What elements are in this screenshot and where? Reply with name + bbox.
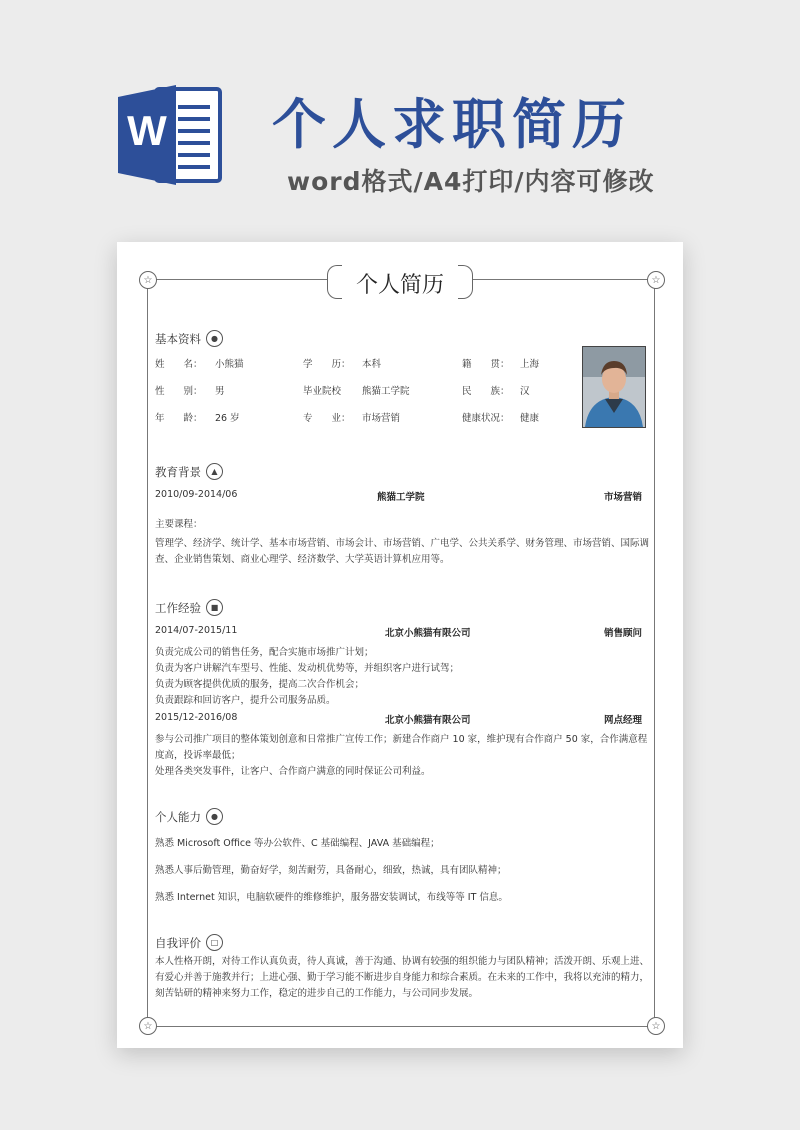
- resume-paper: [117, 242, 683, 1048]
- job-duties: 负责完成公司的销售任务，配合实施市场推广计划； 负责为客户讲解汽车型号、性能、发动机优势等，并组织客户进行试驾； 负责为顾客提供优质的服务，提高二次合作机会； 负责跟踪和回访客户，提升公司服务品质。: [155, 647, 460, 706]
- section-basic-heading: 基本资料 ●: [155, 330, 223, 347]
- corner-star-icon: ☆: [647, 271, 665, 289]
- label-origin: 籍 贯：: [462, 359, 510, 370]
- label-school: 毕业院校: [303, 386, 342, 397]
- job-role: 销售顾问: [604, 628, 643, 639]
- value-major: 市场营销: [362, 413, 401, 424]
- job-company: 北京小熊猫有限公司: [385, 628, 471, 639]
- doc-title-box: [327, 263, 473, 301]
- label-gender: 性 别：: [155, 386, 203, 397]
- section-skills-heading: 个人能力 ●: [155, 808, 223, 825]
- corner-star-icon: ☆: [139, 271, 157, 289]
- value-origin: 上海: [520, 359, 540, 370]
- job-period: 2014/07-2015/11: [155, 625, 238, 636]
- person-icon: ●: [206, 330, 223, 347]
- label-name: 姓 名：: [155, 359, 203, 370]
- value-degree: 本科: [362, 359, 382, 370]
- label-major: 专 业：: [303, 413, 351, 424]
- skill-line: 熟悉 Internet 知识，电脑软硬件的维修维护，服务器安装调试，布线等等 IT 信息。: [155, 892, 508, 903]
- logo-letter: W: [127, 107, 167, 154]
- value-name: 小熊猫: [215, 359, 244, 370]
- value-gender: 男: [215, 386, 225, 397]
- education-major: 市场营销: [604, 492, 643, 503]
- value-age: 26 岁: [215, 413, 240, 424]
- value-school: 熊猫工学院: [362, 386, 410, 397]
- people-icon: ●: [206, 808, 223, 825]
- value-ethnic: 汉: [520, 386, 530, 397]
- label-age: 年 龄：: [155, 413, 203, 424]
- section-education-heading: 教育背景 ▲: [155, 463, 223, 480]
- self-evaluation-text: 本人性格开朗，对待工作认真负责，待人真诚，善于沟通、协调有较强的组织能力与团队精神；活泼开朗、乐观上进、有爱心并善于施教并行；上进心强、勤于学习能不断进步自身能力和综合素质。在未来的工作中，我将以充沛的精力，刻苦钻研的精神来努力工作，稳定的进步自己的工作能力，与公司同步发展。: [155, 956, 650, 999]
- graduation-cap-icon: ▲: [206, 463, 223, 480]
- job-period: 2015/12-2016/08: [155, 712, 238, 723]
- banner-title: 个人求职简历: [272, 93, 632, 156]
- briefcase-icon: ■: [206, 599, 223, 616]
- education-school: 熊猫工学院: [377, 492, 425, 503]
- label-ethnic: 民 族：: [462, 386, 510, 397]
- section-work-heading: 工作经验 ■: [155, 599, 223, 616]
- profile-photo: [582, 346, 646, 428]
- speech-bubble-icon: □: [206, 934, 223, 951]
- corner-star-icon: ☆: [139, 1017, 157, 1035]
- label-health: 健康状况：: [462, 413, 510, 424]
- skill-line: 熟悉 Microsoft Office 等办公软件、C 基础编程、JAVA 基础编程；: [155, 838, 440, 849]
- label-degree: 学 历：: [303, 359, 351, 370]
- section-self-heading: 自我评价 □: [155, 934, 223, 951]
- skill-line: 熟悉人事后勤管理，勤奋好学，刻苦耐劳，具备耐心，细致，热诚，具有团队精神；: [155, 865, 507, 876]
- value-health: 健康: [520, 413, 540, 424]
- courses-label: 主要课程：: [155, 519, 203, 530]
- education-period: 2010/09-2014/06: [155, 489, 238, 500]
- courses-text: 管理学、经济学、统计学、基本市场营销、市场会计、市场营销、广电学、公共关系学、财务管理、市场营销、国际调查、企业销售策划、商业心理学、经济数学、大学英语计算机应用等。: [155, 538, 650, 565]
- job-role: 网点经理: [604, 715, 643, 726]
- job-duties: 参与公司推广项目的整体策划创意和日常推广宣传工作；新建合作商户 10 家，维护现有合作商户 50 家，合作满意程度高，投诉率最低； 处理各类突发事件，让客户、合作商户满意的同时保证公司利益。: [155, 734, 648, 777]
- corner-star-icon: ☆: [647, 1017, 665, 1035]
- banner-subtitle: word格式/A4打印/内容可修改: [287, 167, 655, 196]
- word-logo-icon: [118, 85, 224, 185]
- job-company: 北京小熊猫有限公司: [385, 715, 471, 726]
- doc-title: 个人简历: [355, 273, 444, 298]
